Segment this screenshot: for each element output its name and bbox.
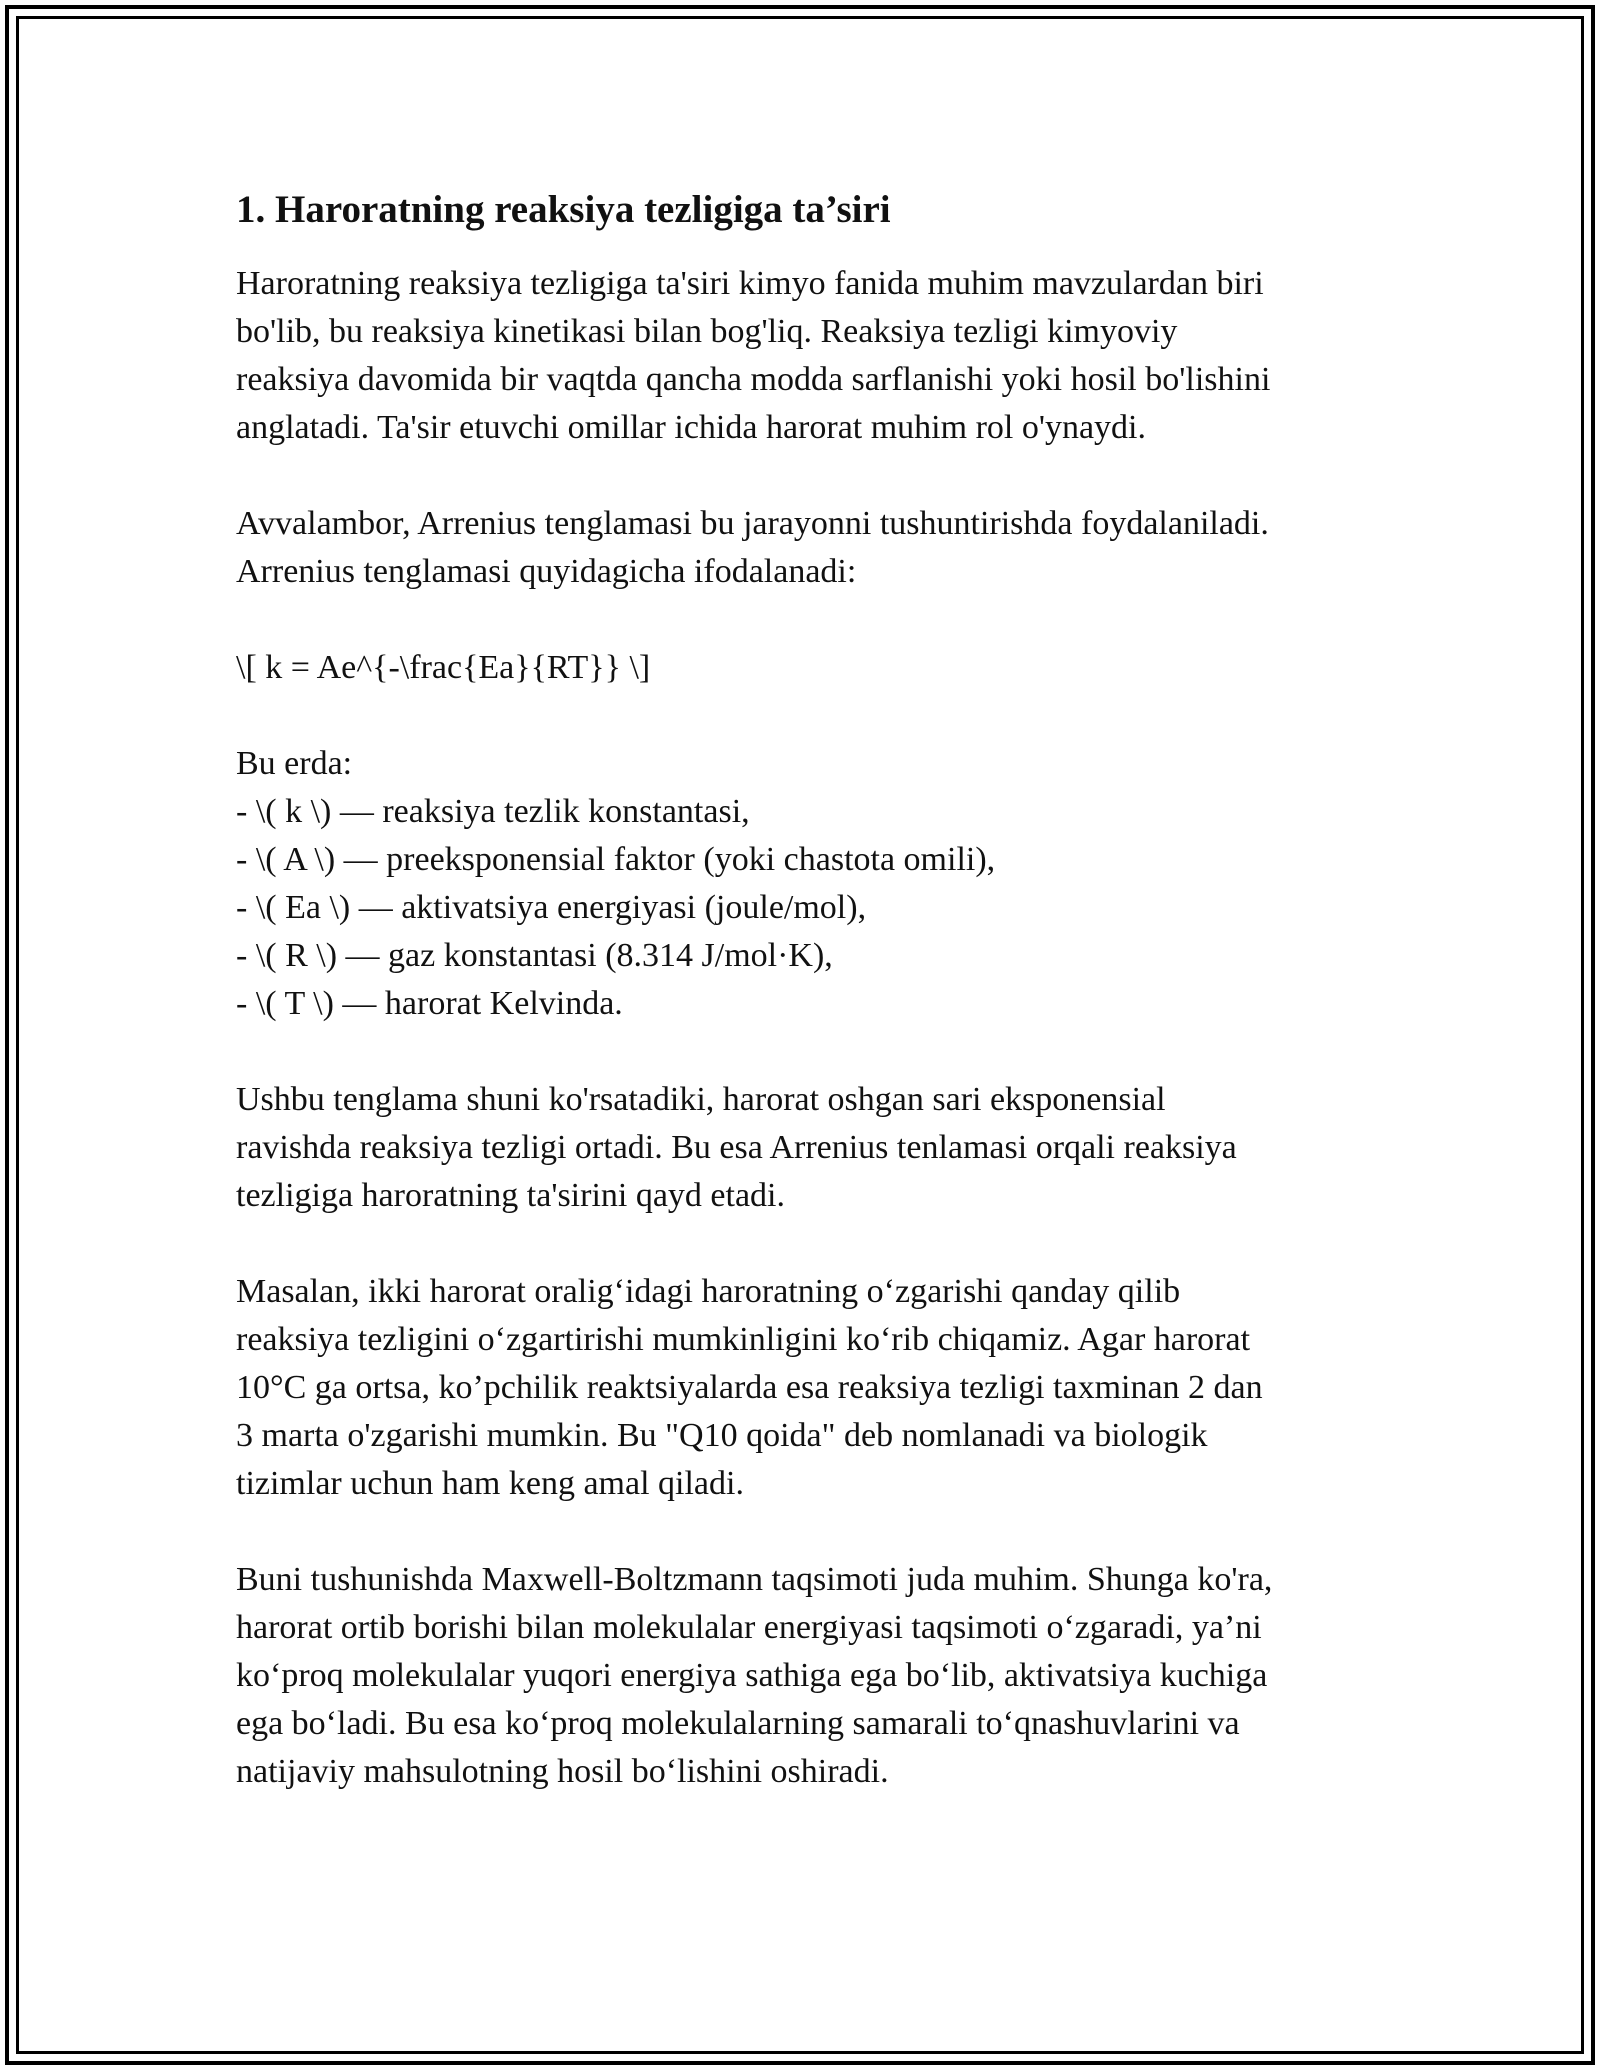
paragraph-q10-rule: [236, 1268, 1386, 1508]
text-line: Haroratning reaksiya tezligiga ta'siri kimyo fanida muhim mavzulardan biri: [236, 265, 1264, 302]
text-line: 3 marta o'zgarishi mumkin. Bu "Q10 qoida" deb nomlanadi va biologik: [236, 1417, 1208, 1454]
text-line: ko‘proq molekulalar yuqori energiya sathiga ega bo‘lib, aktivatsiya kuchiga: [236, 1657, 1268, 1694]
paragraph-arrhenius-intro: [236, 500, 1386, 596]
text-line: 10°C ga ortsa, ko’pchilik reaktsiyalarda esa reaksiya tezligi taxminan 2 dan: [236, 1369, 1263, 1406]
list-item: - \( A \) — preeksponensial faktor (yoki chastota omili),: [236, 841, 996, 878]
text-line: tizimlar uchun ham keng amal qiladi.: [236, 1465, 744, 1502]
paragraph-variable-list: [236, 740, 1386, 1028]
list-item: - \( k \) — reaksiya tezlik konstantasi,: [236, 793, 750, 830]
text-line: Bu erda:: [236, 745, 353, 782]
paragraph-equation-meaning: [236, 1076, 1386, 1220]
text-line: reaksiya davomida bir vaqtda qancha modda sarflanishi yoki hosil bo'lishini: [236, 361, 1271, 398]
text-line: reaksiya tezligini o‘zgartirishi mumkinligini ko‘rib chiqamiz. Agar harorat: [236, 1321, 1251, 1358]
text-line: Masalan, ikki harorat oralig‘idagi haroratning o‘zgarishi qanday qilib: [236, 1273, 1181, 1310]
section-heading: 1. Haroratning reaksiya tezligiga ta’siri: [236, 188, 891, 231]
list-item: - \( Ea \) — aktivatsiya energiyasi (joule/mol),: [236, 889, 867, 926]
text-line: Avvalambor, Arrenius tenglamasi bu jarayonni tushuntirishda foydalaniladi.: [236, 505, 1269, 542]
document-body: [236, 186, 1386, 1844]
list-item: - \( T \) — harorat Kelvinda.: [236, 985, 623, 1022]
equation-line: \[ k = Ae^{-\frac{Ea}{RT}} \]: [236, 649, 651, 686]
paragraph-equation: [236, 644, 1386, 692]
text-line: ravishda reaksiya tezligi ortadi. Bu esa Arrenius tenlamasi orqali reaksiya: [236, 1129, 1237, 1166]
text-line: anglatadi. Ta'sir etuvchi omillar ichida harorat muhim rol o'ynaydi.: [236, 409, 1146, 446]
text-line: Buni tushunishda Maxwell-Boltzmann taqsimoti juda muhim. Shunga ko'ra,: [236, 1561, 1273, 1598]
text-line: tezligiga haroratning ta'sirini qayd etadi.: [236, 1177, 785, 1214]
text-line: Arrenius tenglamasi quyidagicha ifodalanadi:: [236, 553, 857, 590]
text-line: bo'lib, bu reaksiya kinetikasi bilan bog'liq. Reaksiya tezligi kimyoviy: [236, 313, 1178, 350]
text-line: harorat ortib borishi bilan molekulalar energiyasi taqsimoti o‘zgaradi, ya’ni: [236, 1609, 1262, 1646]
text-line: Ushbu tenglama shuni ko'rsatadiki, harorat oshgan sari eksponensial: [236, 1081, 1166, 1118]
list-item: - \( R \) — gaz konstantasi (8.314 J/mol·K),: [236, 937, 833, 974]
paragraph-intro: [236, 260, 1386, 452]
text-line: ega bo‘ladi. Bu esa ko‘proq molekulalarning samarali to‘qnashuvlarini va: [236, 1705, 1240, 1742]
text-line: natijaviy mahsulotning hosil bo‘lishini oshiradi.: [236, 1753, 889, 1790]
paragraph-maxwell-boltzmann: [236, 1556, 1386, 1796]
